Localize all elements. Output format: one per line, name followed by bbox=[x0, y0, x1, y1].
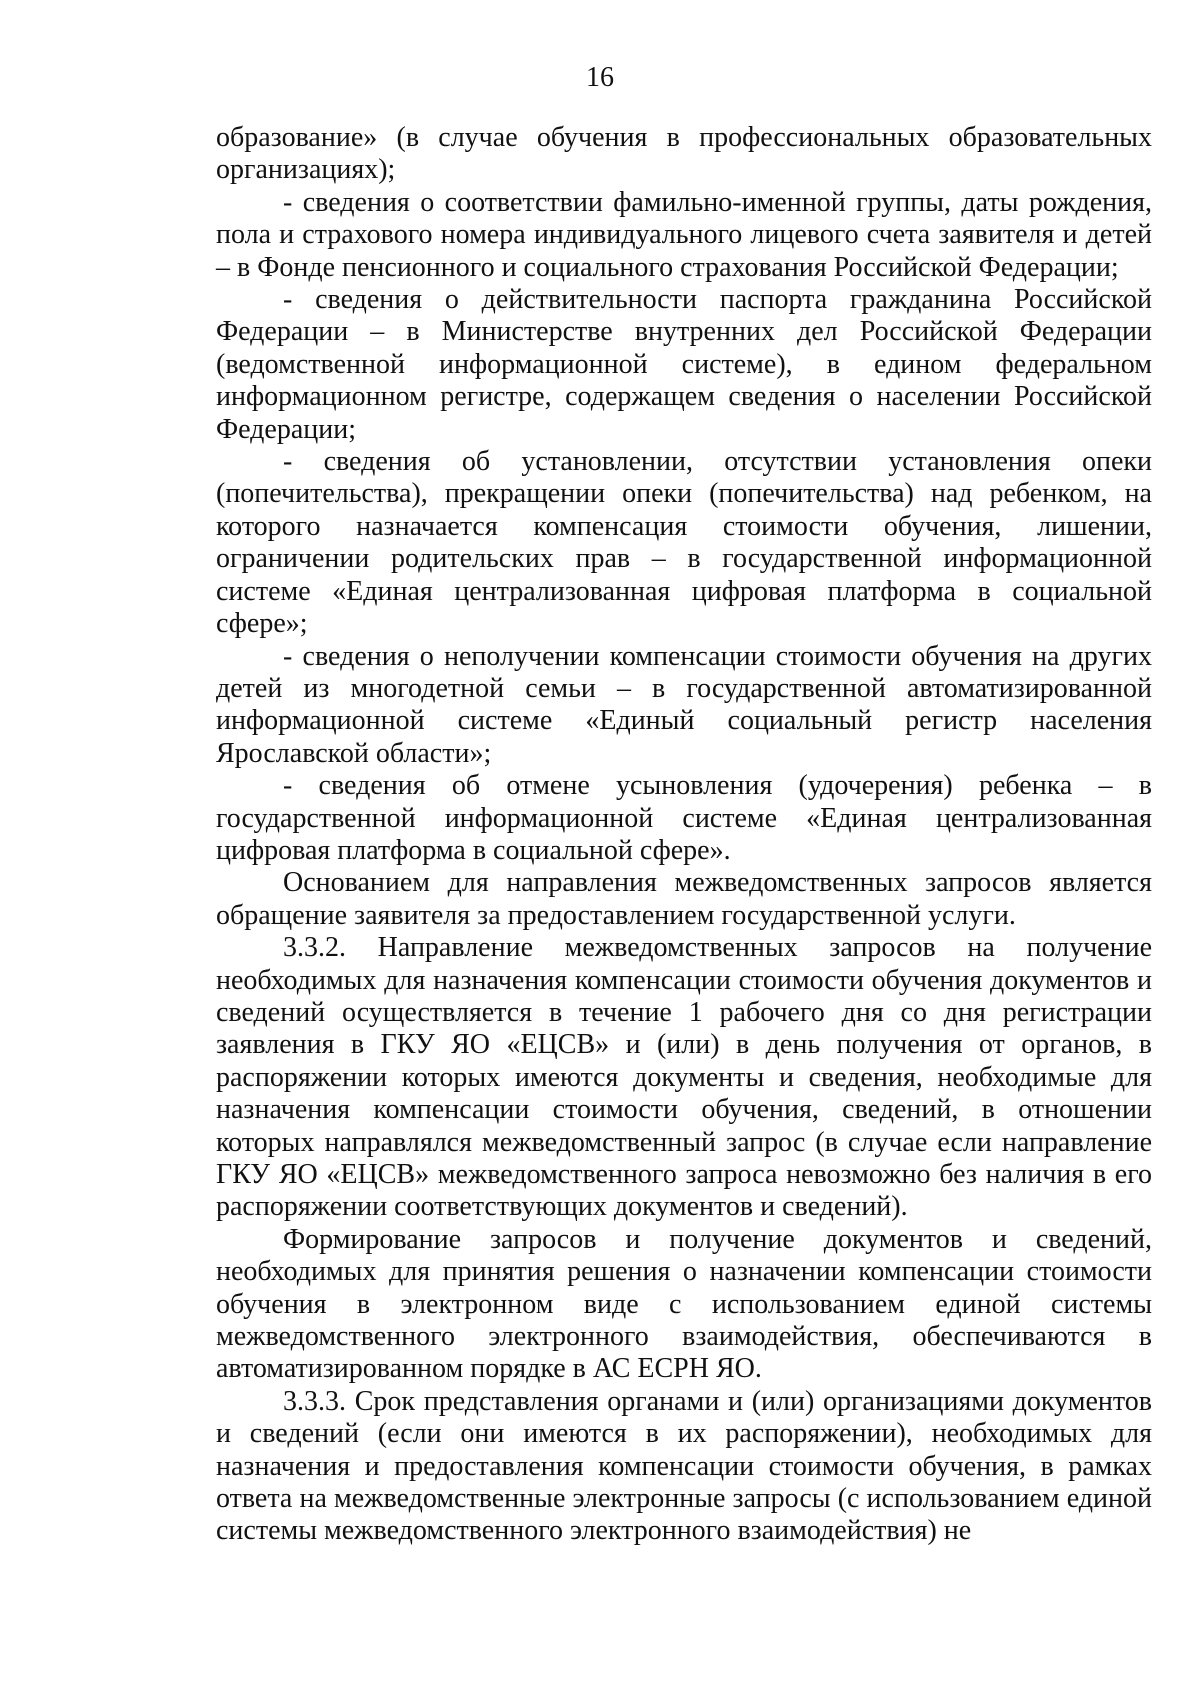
paragraph-pfr-data: - сведения о соответствии фамильно-именной группы, даты рождения, пола и страхового номера индивидуального лицевого счета заявителя и детей – в Фонде пенсионного и социального страхования Российской Федерации; bbox=[216, 186, 1152, 283]
document-body bbox=[216, 122, 1152, 1548]
paragraph-3-3-3: 3.3.3. Срок представления органами и (или) организациями документов и сведений (если они имеются в их распоряжении), необходимых для назначения и предоставления компенсации стоимости обучения, в рамках ответа на межведомственные электронные запросы (с использованием единой системы межведомственного электронного взаимодействия) не bbox=[216, 1385, 1152, 1547]
paragraph-basis: Основанием для направления межведомственных запросов является обращение заявителя за предоставлением государственной услуги. bbox=[216, 867, 1152, 931]
paragraph-continuation: образование» (в случае обучения в профессиональных образовательных организациях); bbox=[216, 122, 1152, 186]
paragraph-automation: Формирование запросов и получение документов и сведений, необходимых для принятия решения о назначении компенсации стоимости обучения в электронном виде с использованием единой системы межведомственного электронного взаимодействия, обеспечиваются в автоматизированном порядке в АС ЕСРН ЯО. bbox=[216, 1223, 1152, 1385]
paragraph-compensation-data: - сведения о неполучении компенсации стоимости обучения на других детей из многодетной семьи – в государственной автоматизированной информационной системе «Единый социальный регистр населения Ярославской области»; bbox=[216, 640, 1152, 769]
paragraph-3-3-2: 3.3.2. Направление межведомственных запросов на получение необходимых для назначения компенсации стоимости обучения документов и сведений осуществляется в течение 1 рабочего дня со дня регистрации заявления в ГКУ ЯО «ЕЦСВ» и (или) в день получения от органов, в распоряжении которых имеются документы и сведения, необходимые для назначения компенсации стоимости обучения, сведений, в отношении которых направлялся межведомственный запрос (в случае если направление ГКУ ЯО «ЕЦСВ» межведомственного запроса невозможно без наличия в его распоряжении соответствующих документов и сведений). bbox=[216, 932, 1152, 1223]
page-number: 16 bbox=[586, 62, 614, 93]
paragraph-adoption-data: - сведения об отмене усыновления (удочерения) ребенка – в государственной информационной системе «Единая централизованная цифровая платформа в социальной сфере». bbox=[216, 770, 1152, 866]
paragraph-guardianship-data: - сведения об установлении, отсутствии установления опеки (попечительства), прекращении опеки (попечительства) над ребенком, на которого назначается компенсация стоимости обучения, лишении, ограничении родительских прав – в государственной информационной системе «Единая централизованная цифровая платформа в социальной сфере»; bbox=[216, 446, 1152, 640]
paragraph-passport-data: - сведения о действительности паспорта гражданина Российской Федерации – в Министерстве внутренних дел Российской Федерации (ведомственной информационной системе), в едином федеральном информационном регистре, содержащем сведения о населении Российской Федерации; bbox=[216, 284, 1152, 445]
